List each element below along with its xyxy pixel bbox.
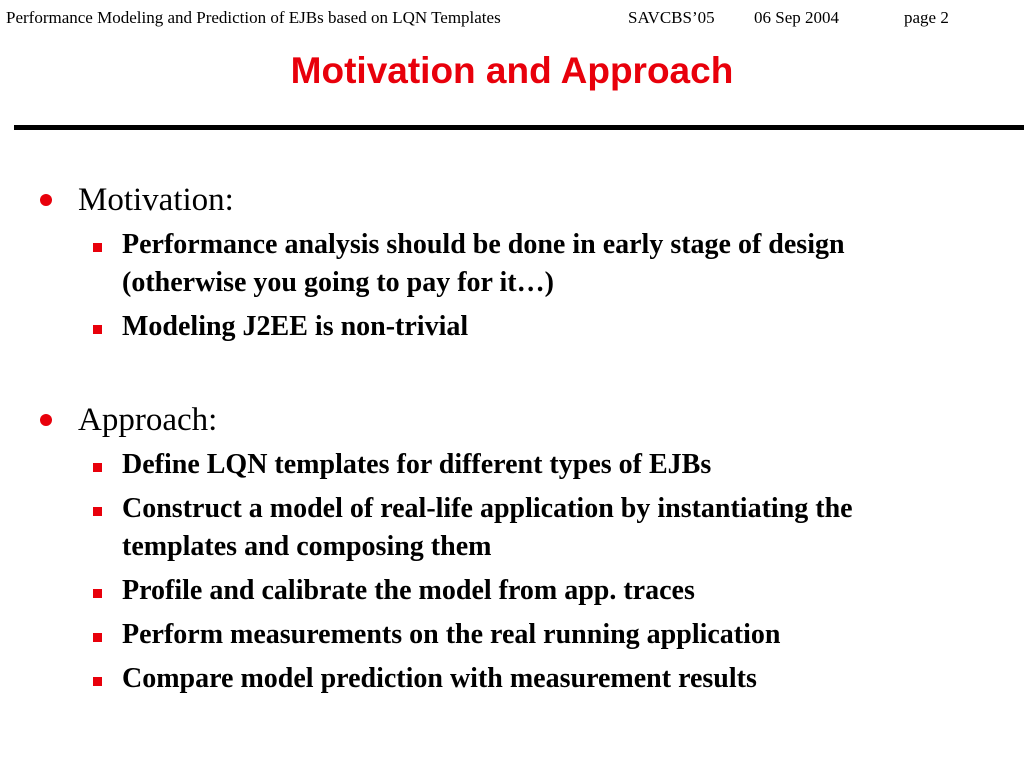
header-conference: SAVCBS’05 <box>628 8 715 27</box>
section-heading: Motivation: <box>78 182 234 218</box>
bullet-text: Profile and calibrate the model from app. traces <box>122 575 695 606</box>
bullet-text: Modeling J2EE is non-trivial <box>122 311 469 342</box>
round-bullet-icon <box>40 414 52 426</box>
header-date: 06 Sep 2004 <box>754 8 839 27</box>
bullet-text: Perform measurements on the real running application <box>122 619 781 650</box>
square-bullet-icon <box>93 677 102 686</box>
bullet-text: Performance analysis should be done in early stage of design (otherwise you going to pay for it…) <box>122 229 845 298</box>
bullet-level2 <box>0 490 1024 566</box>
bullet-level1 <box>0 400 1024 440</box>
square-bullet-icon <box>93 589 102 598</box>
bullet-text: Define LQN templates for different types of EJBs <box>122 449 712 480</box>
bullet-level2 <box>0 308 1024 346</box>
section-motivation <box>0 180 1024 346</box>
square-bullet-icon <box>93 463 102 472</box>
square-bullet-icon <box>93 325 102 334</box>
bullet-level2 <box>0 572 1024 610</box>
section-heading: Approach: <box>78 402 218 438</box>
header-page-number: page 2 <box>904 8 949 27</box>
bullet-level1 <box>0 180 1024 220</box>
square-bullet-icon <box>93 633 102 642</box>
square-bullet-icon <box>93 507 102 516</box>
bullet-text: Compare model prediction with measurement results <box>122 663 757 694</box>
bullet-level2 <box>0 660 1024 698</box>
slide-header <box>0 7 1024 29</box>
title-divider <box>14 125 1024 130</box>
square-bullet-icon <box>93 243 102 252</box>
bullet-level2 <box>0 446 1024 484</box>
round-bullet-icon <box>40 194 52 206</box>
slide-title: Motivation and Approach <box>290 50 734 91</box>
header-paper-title: Performance Modeling and Prediction of EJBs based on LQN Templates <box>6 8 501 27</box>
bullet-level2 <box>0 226 1024 302</box>
bullet-level2 <box>0 616 1024 654</box>
bullet-text: Construct a model of real-life application by instantiating the templates and composing them <box>122 493 853 562</box>
section-approach <box>0 400 1024 698</box>
